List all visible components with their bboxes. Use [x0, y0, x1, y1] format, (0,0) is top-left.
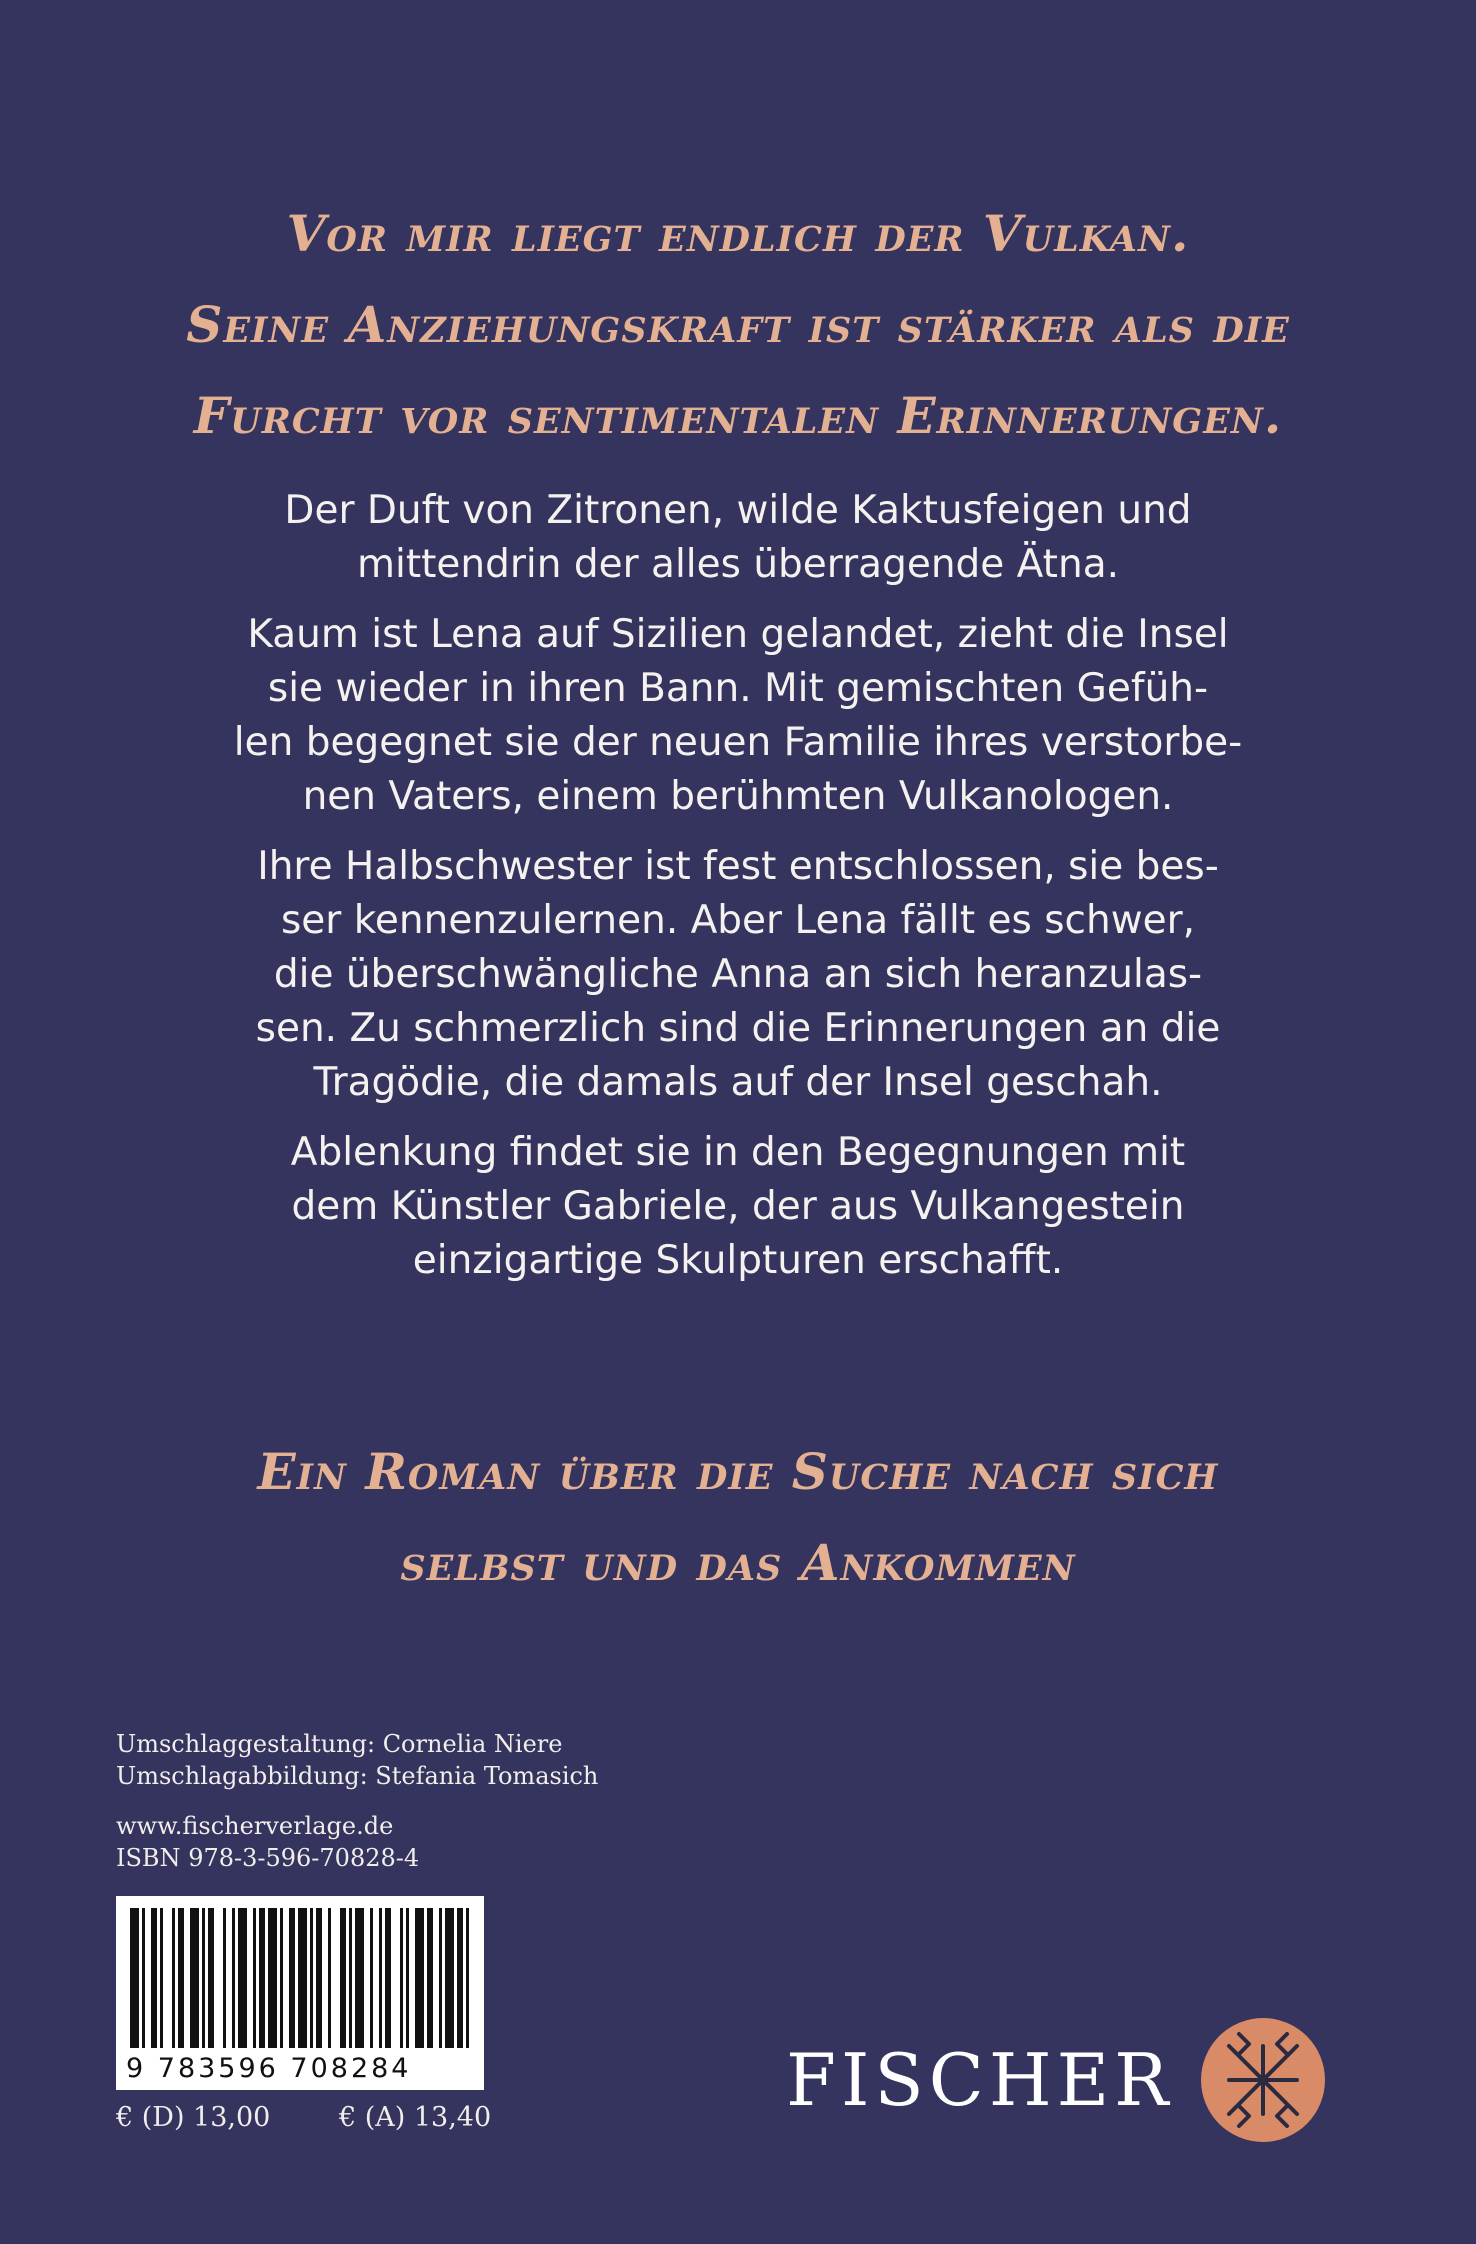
barcode-bar: [238, 1908, 247, 2048]
barcode-bar: [457, 1908, 463, 2048]
blurb-line: nen Vaters, einem berühmten Vulkanologen.: [302, 774, 1174, 819]
blurb-line: Ablenkung findet sie in den Begegnungen mit: [290, 1130, 1186, 1175]
barcode-bar: [340, 1908, 346, 2048]
barcode-bar: [253, 1908, 256, 2048]
barcode-bar: [280, 1908, 283, 2048]
barcode-digits: 9 783596 708284: [126, 2054, 474, 2084]
website-text: www.fischerverlage.de: [116, 1812, 394, 1840]
cover-image-credit: Umschlagabbildung: Stefania Tomasich: [116, 1762, 599, 1790]
blurb-line: Der Duft von Zitronen, wilde Kaktusfeigen und: [284, 488, 1192, 533]
price-austria: € (A) 13,40: [338, 2102, 492, 2133]
blurb-line: sie wieder in ihren Bann. Mit gemischten Gefüh-: [267, 666, 1209, 711]
barcode-bar: [130, 1908, 139, 2048]
top-quote-line: Vor mir liegt endlich der Vulkan.: [286, 204, 1190, 263]
blurb-text: [200, 484, 1276, 1304]
barcode-bar: [400, 1908, 403, 2048]
barcode-bar: [349, 1908, 352, 2048]
blurb-line: sen. Zu schmerzlich sind die Erinnerungen an die: [255, 1006, 1221, 1051]
barcode-bar: [370, 1908, 373, 2048]
publisher-logo: [786, 2016, 1327, 2144]
blurb-line: Tragödie, die damals auf der Insel geschah.: [313, 1060, 1163, 1105]
blurb-line: einzigartige Skulpturen erschafft.: [412, 1238, 1064, 1283]
blurb-line: die überschwängliche Anna an sich heranzulas-: [273, 952, 1203, 997]
barcode: [116, 1896, 484, 2090]
barcode-bar: [415, 1908, 424, 2048]
barcode-bar: [223, 1908, 226, 2048]
barcode-bar: [328, 1908, 331, 2048]
barcode-bar: [466, 1908, 469, 2048]
isbn-text: ISBN 978-3-596-70828-4: [116, 1844, 420, 1872]
barcode-bar: [445, 1908, 454, 2048]
top-quote-line: Furcht vor sentimentalen Erinnerungen.: [193, 386, 1283, 445]
barcode-bar: [406, 1908, 409, 2048]
top-quote-line: Seine Anziehungskraft ist stärker als die: [186, 295, 1290, 354]
barcode-bar: [178, 1908, 184, 2048]
blurb-line: len begegnet sie der neuen Familie ihres verstorbe-: [233, 720, 1243, 765]
top-quote: [180, 188, 1296, 461]
barcode-bar: [439, 1908, 442, 2048]
blurb-line: mittendrin der alles überragende Ätna.: [357, 542, 1119, 587]
blurb-line: Ihre Halbschwester ist fest entschlossen, sie bes-: [257, 844, 1219, 889]
fischer-fish-logo-icon: [1199, 2016, 1327, 2144]
blurb-line: dem Künstler Gabriele, der aus Vulkangestein: [291, 1184, 1185, 1229]
bottom-quote-line: selbst und das Ankommen: [400, 1533, 1076, 1592]
blurb-paragraph-1: [200, 484, 1276, 592]
barcode-bar: [355, 1908, 364, 2048]
barcode-bar: [316, 1908, 322, 2048]
barcode-bar: [202, 1908, 205, 2048]
barcode-bar: [427, 1908, 433, 2048]
blurb-line: ser kennenzulernen. Aber Lena fällt es schwer,: [280, 898, 1196, 943]
cover-credits: [116, 1728, 598, 1792]
barcode-bar: [268, 1908, 277, 2048]
barcode-bar: [298, 1908, 307, 2048]
price-germany: € (D) 13,00: [116, 2102, 271, 2133]
cover-design-credit: Umschlaggestaltung: Cornelia Niere: [116, 1730, 563, 1758]
barcode-bar: [259, 1908, 265, 2048]
blurb-paragraph-2: [200, 608, 1276, 824]
blurb-paragraph-3: [200, 840, 1276, 1110]
blurb-paragraph-4: [200, 1126, 1276, 1288]
publisher-info: [116, 1810, 419, 1874]
prices: [116, 2102, 491, 2133]
barcode-bar: [208, 1908, 214, 2048]
barcode-bar: [289, 1908, 295, 2048]
barcode-bar: [160, 1908, 163, 2048]
barcode-bar: [379, 1908, 382, 2048]
barcode-bar: [385, 1908, 391, 2048]
barcode-bar: [232, 1908, 235, 2048]
barcode-bar: [142, 1908, 145, 2048]
barcode-bar: [310, 1908, 313, 2048]
bottom-quote: [180, 1426, 1296, 1608]
bottom-quote-line: Ein Roman über die Suche nach sich: [257, 1442, 1219, 1501]
blurb-line: Kaum ist Lena auf Sizilien gelandet, zieht die Insel: [247, 612, 1229, 657]
barcode-bar: [190, 1908, 199, 2048]
barcode-bar: [151, 1908, 157, 2048]
barcode-bar: [172, 1908, 175, 2048]
publisher-name: FISCHER: [786, 2038, 1174, 2122]
